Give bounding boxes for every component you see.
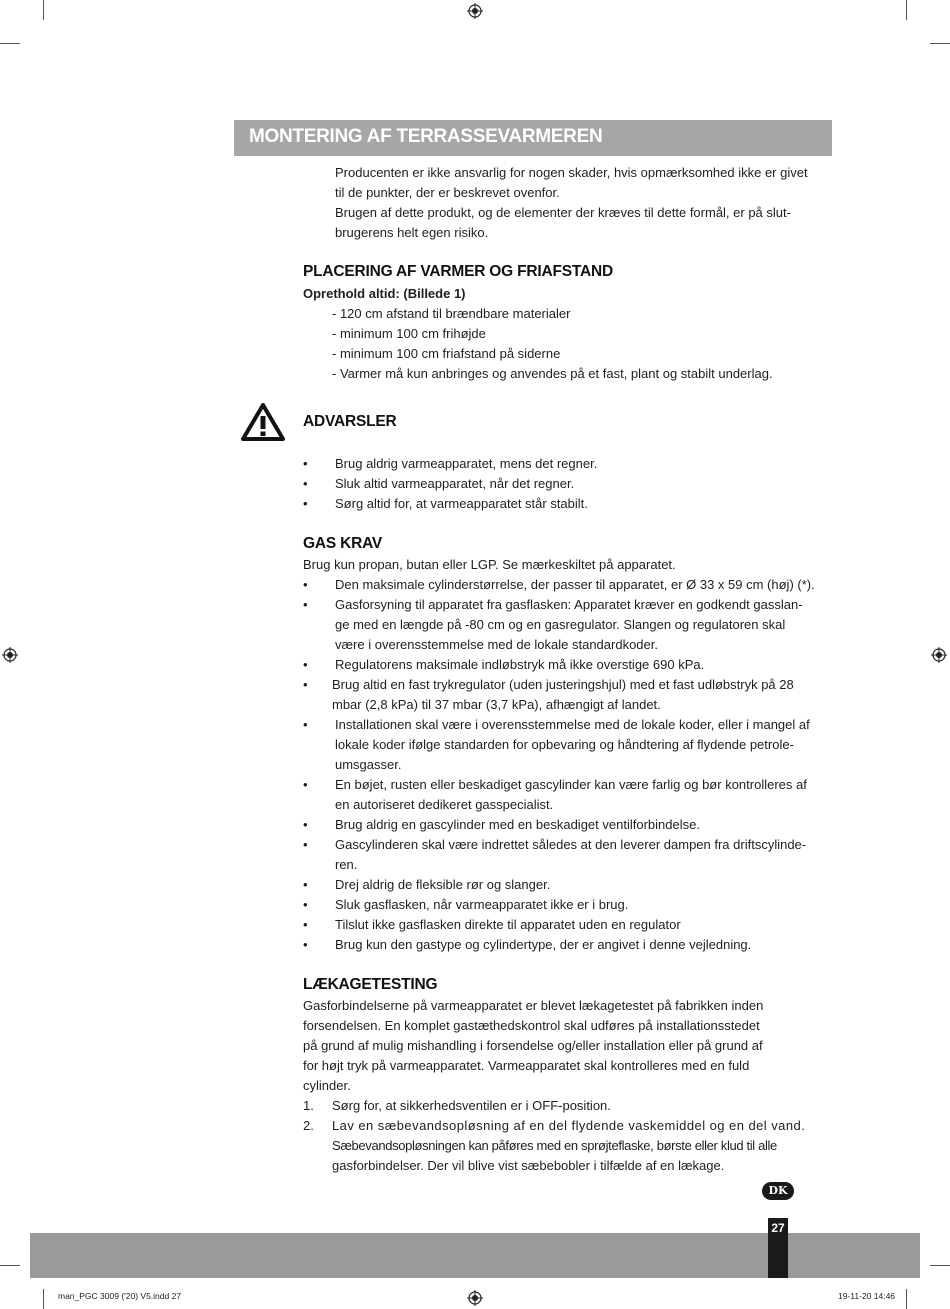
- bullet: •: [303, 877, 308, 892]
- bullet: •: [303, 777, 308, 792]
- bullet: •: [303, 937, 308, 952]
- advarsel-item: Brug aldrig varmeapparatet, mens det regner.: [335, 456, 598, 471]
- intro-line: brugerens helt egen risiko.: [335, 225, 489, 240]
- gas-line: En bøjet, rusten eller beskadiget gascylinder kan være farlig og bør kontrolleres af: [335, 777, 807, 792]
- step-number: 1.: [303, 1098, 314, 1113]
- step-text: Sæbevandsopløsningen kan påføres med en sprøjteflaske, børste eller klud til alle: [332, 1138, 777, 1153]
- slug-date: 19-11-20 14:46: [838, 1291, 896, 1301]
- bullet: •: [303, 657, 308, 672]
- lekage-line: cylinder.: [303, 1078, 351, 1093]
- slug-filename: man_PGC 3009 ('20) V5.indd 27: [58, 1291, 182, 1301]
- placering-subheading: Oprethold altid: (Billede 1): [303, 286, 466, 301]
- registration-mark-icon: [467, 3, 483, 19]
- gas-line: Gascylinderen skal være indrettet således at den leverer dampen fra driftscylinde-: [335, 837, 807, 852]
- registration-mark-icon: [931, 647, 947, 663]
- bullet: •: [303, 837, 308, 852]
- gas-intro: Brug kun propan, butan eller LGP. Se mærkeskiltet på apparatet.: [303, 557, 676, 572]
- language-badge: DK: [762, 1182, 794, 1200]
- bullet: •: [303, 496, 308, 511]
- registration-mark-icon: [467, 1290, 483, 1306]
- warning-triangle-icon: [240, 402, 286, 442]
- gas-line: Gasforsyning til apparatet fra gasflasken: Apparatet kræver en godkendt gasslan-: [335, 597, 803, 612]
- gas-line: ren.: [335, 857, 358, 872]
- crop-mark: [930, 43, 950, 44]
- registration-mark-icon: [2, 647, 18, 663]
- gas-line: en autoriseret dedikeret gasspecialist.: [335, 797, 554, 812]
- lekage-heading: LÆKAGETESTING: [303, 976, 438, 993]
- placering-item: - Varmer må kun anbringes og anvendes på et fast, plant og stabilt underlag.: [332, 366, 773, 381]
- bullet: •: [303, 897, 308, 912]
- bullet: •: [303, 577, 308, 592]
- advarsel-item: Sluk altid varmeapparatet, når det regner.: [335, 476, 575, 491]
- step-text: gasforbindelser. Der vil blive vist sæbebobler i tilfælde af en lækage.: [332, 1158, 725, 1173]
- gas-line: ge med en længde på -80 cm og en gasregulator. Slangen og regulatoren skal: [335, 617, 786, 632]
- advarsel-item: Sørg altid for, at varmeapparatet står stabilt.: [335, 496, 588, 511]
- bullet: •: [303, 476, 308, 491]
- gas-line: mbar (2,8 kPa) til 37 mbar (3,7 kPa), afhængigt af landet.: [332, 697, 661, 712]
- step-number: 2.: [303, 1118, 314, 1133]
- advarsler-heading: ADVARSLER: [303, 413, 397, 430]
- gas-line: Installationen skal være i overensstemmelse med de lokale koder, eller i mangel af: [335, 717, 810, 732]
- gas-line: umsgasser.: [335, 757, 402, 772]
- placering-item: - minimum 100 cm frihøjde: [332, 326, 486, 341]
- lekage-line: forsendelsen. En komplet gastæthedskontrol skal udføres på installationsstedet: [303, 1018, 760, 1033]
- gas-line: være i overensstemmelse med de lokale standardkoder.: [335, 637, 658, 652]
- gas-heading: GAS KRAV: [303, 535, 383, 552]
- gas-line: Brug kun den gastype og cylindertype, der er angivet i denne vejledning.: [335, 937, 752, 952]
- gas-line: Tilslut ikke gasflasken direkte til apparatet uden en regulator: [335, 917, 681, 932]
- gas-line: lokale koder ifølge standarden for opbevaring og håndtering af flydende petrole-: [335, 737, 794, 752]
- bullet: •: [303, 817, 308, 832]
- bullet: •: [303, 456, 308, 471]
- step-text: Sørg for, at sikkerhedsventilen er i OFF-position.: [332, 1098, 611, 1113]
- placering-item: - minimum 100 cm friafstand på siderne: [332, 346, 561, 361]
- crop-mark: [906, 0, 907, 20]
- page-number: 27: [771, 1221, 785, 1235]
- gas-line: Drej aldrig de fleksible rør og slanger.: [335, 877, 551, 892]
- placering-item: - 120 cm afstand til brændbare materialer: [332, 306, 571, 321]
- gas-line: Sluk gasflasken, når varmeapparatet ikke er i brug.: [335, 897, 629, 912]
- bullet: •: [303, 677, 308, 692]
- gas-line: Brug aldrig en gascylinder med en beskadiget ventilforbindelse.: [335, 817, 700, 832]
- gas-line: Den maksimale cylinderstørrelse, der passer til apparatet, er Ø 33 x 59 cm (høj) (*).: [335, 577, 815, 592]
- crop-mark: [43, 0, 44, 20]
- crop-mark: [906, 1289, 907, 1309]
- intro-line: Brugen af dette produkt, og de elementer der kræves til dette formål, er på slut-: [335, 205, 791, 220]
- bullet: •: [303, 917, 308, 932]
- bullet: •: [303, 597, 308, 612]
- placering-heading: PLACERING AF VARMER OG FRIAFSTAND: [303, 263, 613, 280]
- gas-line: Regulatorens maksimale indløbstryk må ikke overstige 690 kPa.: [335, 657, 705, 672]
- step-text: Lav en sæbevandsopløsning af en del flydende vaskemiddel og en del vand.: [332, 1118, 806, 1133]
- lekage-line: Gasforbindelserne på varmeapparatet er blevet lækagetestet på fabrikken inden: [303, 998, 764, 1013]
- crop-mark: [0, 43, 20, 44]
- crop-mark: [0, 1265, 20, 1266]
- bullet: •: [303, 717, 308, 732]
- section-header-bar: [234, 120, 832, 156]
- lekage-line: på grund af mulig mishandling i forsendelse og/eller installation eller på grund af: [303, 1038, 763, 1053]
- gas-line: Brug altid en fast trykregulator (uden justeringshjul) med et fast udløbstryk på 28: [332, 677, 794, 692]
- intro-line: Producenten er ikke ansvarlig for nogen skader, hvis opmærksomhed ikke er givet: [335, 165, 808, 180]
- lekage-line: for højt tryk på varmeapparatet. Varmeapparatet skal kontrolleres med en fuld: [303, 1058, 750, 1073]
- page-title: MONTERING AF TERRASSEVARMEREN: [249, 126, 603, 147]
- crop-mark: [43, 1289, 44, 1309]
- intro-line: til de punkter, der er beskrevet ovenfor.: [335, 185, 560, 200]
- crop-mark: [930, 1265, 950, 1266]
